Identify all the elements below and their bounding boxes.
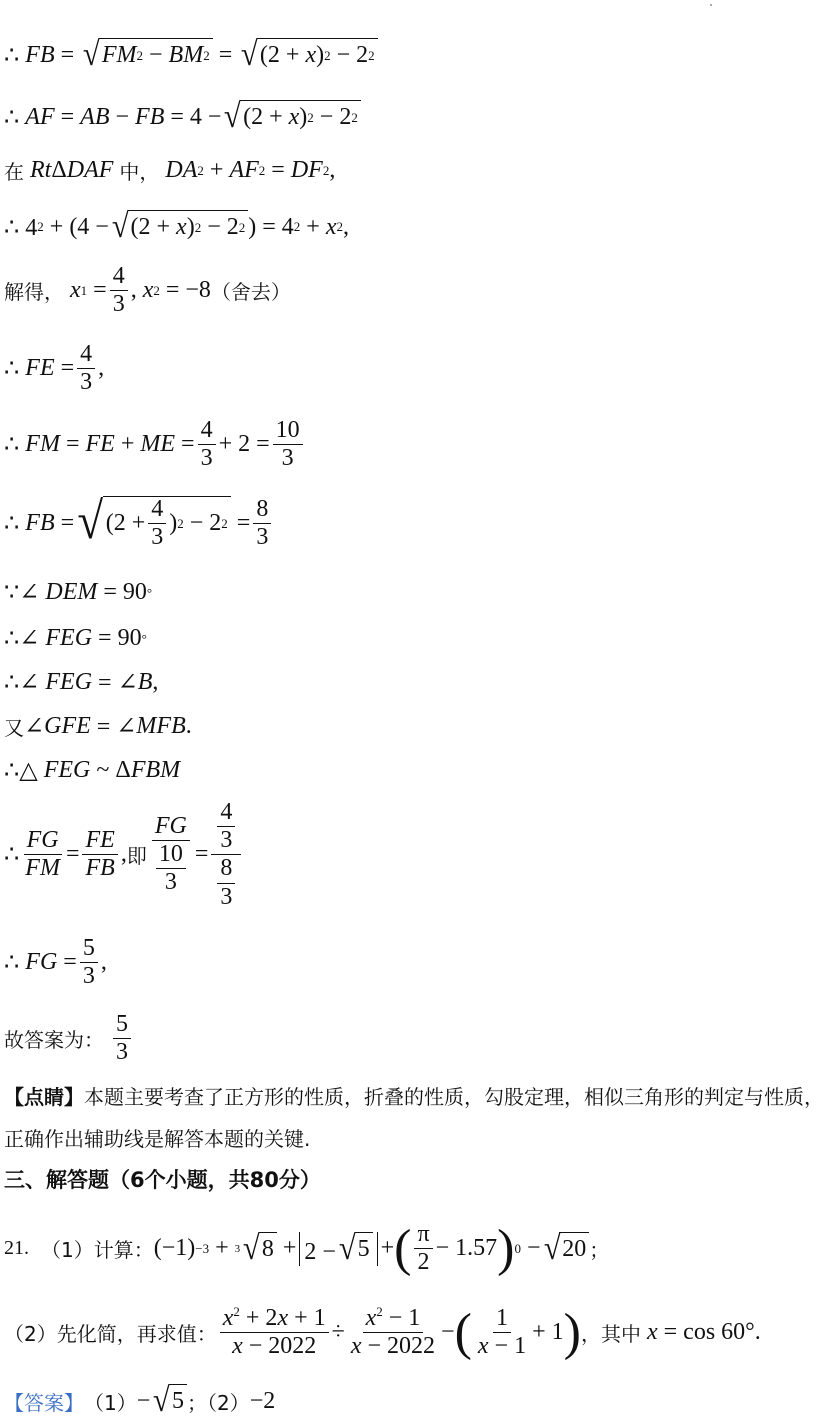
- step-rt-triangle: 在 Rt Δ DAF 中， DA 2 + AF 2 = DF 2 ,: [4, 157, 336, 184]
- step-af-formula: ∴ AF = AB − FB = 4 − √ (2 + x ) 2 − 2 2: [4, 100, 361, 134]
- scan-dot: [710, 4, 712, 6]
- step-fe: ∴ FE = $\frac{4}{3}$ ,: [4, 341, 105, 396]
- step-ratio: ∴ $\frac{FG}{FM}$ = $\frac{FE}{FB}$ , 即 $\frac{FG}{\frac{10}{3}}$ = $\frac{\frac{4}{3}}{\frac{8}{3}}$: [4, 800, 244, 910]
- comment-paragraph: [4, 1076, 826, 1160]
- step-final-answer: 故答案为： $\frac{5}{3}$: [4, 1012, 134, 1065]
- q21-part1: 21. （1）计算： (−1) −3 + 3 √ 8 + 2 − √ 5 + ( $\frac{\pi}{2}$ − 1.57 ) 0 − √ 20 ；: [4, 1219, 610, 1277]
- step-solution: 解得， x 1 = $\frac{4}{3}$ , x 2 = −8 （舍去）: [4, 263, 291, 318]
- section-title: 三、解答题（6个小题，共80分）: [4, 1168, 321, 1192]
- answer-line: 【答案】 （1） − √ 5 ；（2） −2: [4, 1382, 276, 1419]
- q21-part2: （2）先化简，再求值： $\frac{x^2 + 2x + 1}{x - 2022}$ ÷ $\frac{x^2 - 1}{x - 2022}$ − ( $\frac{1}{x - 1}$ + 1 ) ，其中 x = cos 60°.: [4, 1303, 761, 1361]
- step-angle-dem: ∵∠ DEM = 90 °: [4, 579, 153, 606]
- step-fb-value: ∴ FB = √ (2 + $\frac{4}{3}$ ) 2 − 2 2 = $\frac{8}{3}$: [4, 496, 274, 550]
- step-similar: ∴△ FEG ~ Δ FBM: [4, 757, 181, 784]
- comment-label: 【点睛】: [4, 1085, 84, 1109]
- step-fg: ∴ FG = $\frac{5}{3}$ ,: [4, 935, 107, 990]
- step-fm: ∴ FM = FE + ME = $\frac{4}{3}$ + 2 = $\frac{10}{3}$: [4, 418, 306, 471]
- step-angle-equal: ∴∠ FEG = ∠ B ,: [4, 669, 159, 696]
- step-fb-formula: ∴ FB = √ FM 2 − BM 2 = √ (2 + x ) 2 − 2 2: [4, 38, 378, 72]
- answer-label: 【答案】: [4, 1390, 84, 1415]
- comment-text: 本题主要考查了正方形的性质，折叠的性质，勾股定理，相似三角形的判定与性质，正确作出辅助线是解答本题的关键.: [4, 1085, 824, 1151]
- step-angle-gfe: 又 ∠ GFE = ∠ MFB .: [4, 713, 192, 740]
- step-angle-feg: ∴∠ FEG = 90 °: [4, 625, 147, 652]
- step-equation: ∴ 4 2 + (4 − √ (2 + x ) 2 − 2 2 ) = 4 2 + x 2 ,: [4, 208, 349, 245]
